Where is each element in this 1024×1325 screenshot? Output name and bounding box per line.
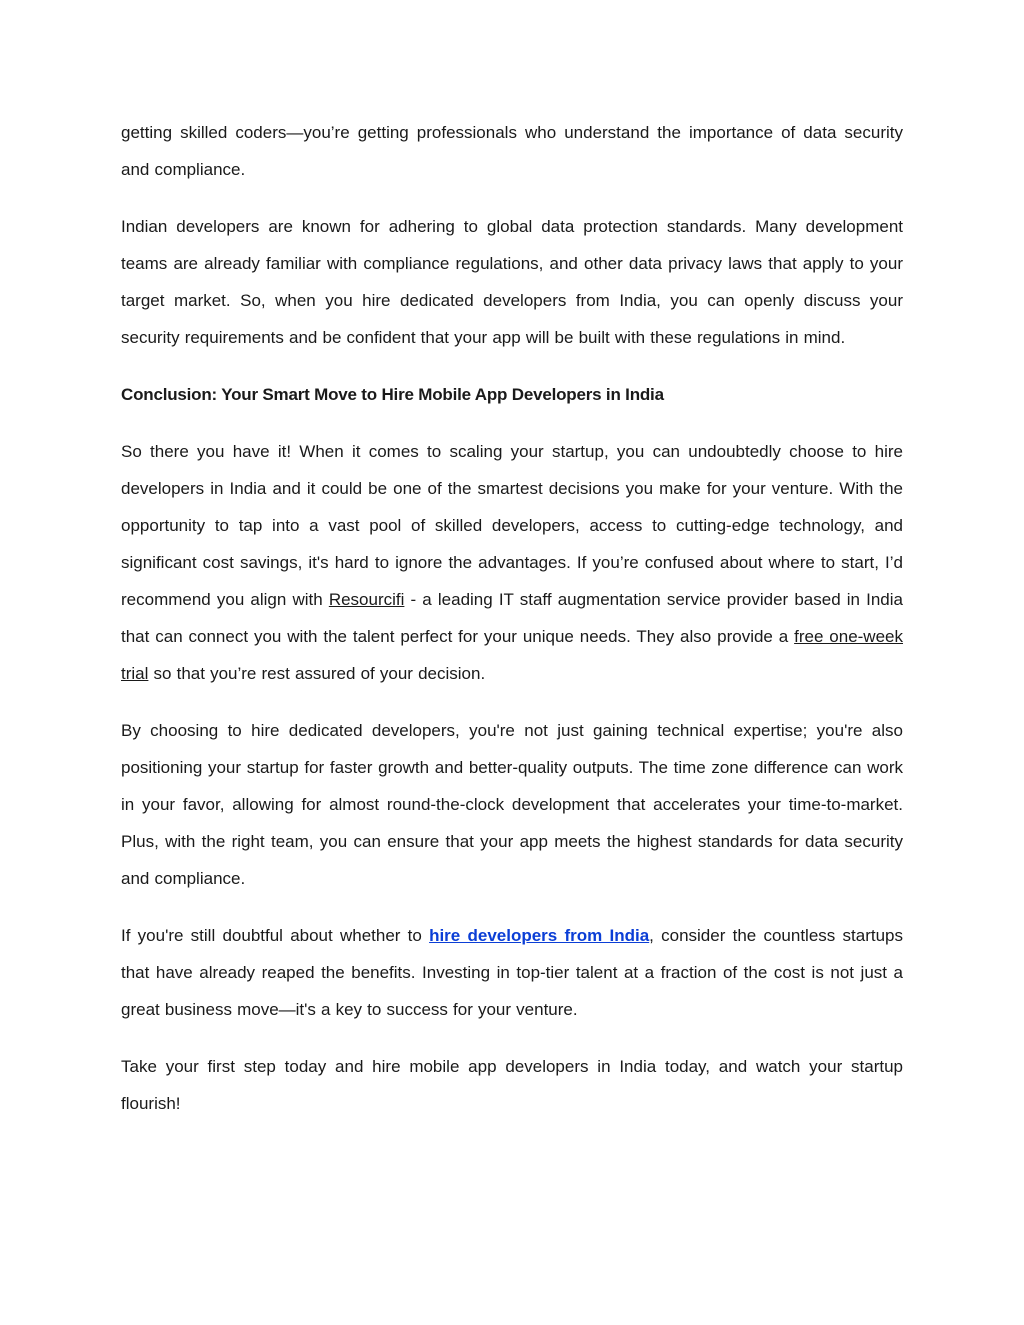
paragraph-conclusion: [121, 433, 903, 692]
paragraph-conclusion-text-1: So there you have it! When it comes to scaling your startup, you can undoubtedly choose to hire developers in India and it could be one of the smartest decisions you make for your venture. With the opportunity to tap into a vast pool of skilled developers, access to cutting-edge technology, and significant cost savings, it's hard to ignore the advantages. If you’re confused about where to start, I’d recommend you align with: [121, 442, 903, 609]
paragraph-conclusion-text-3: so that you’re rest assured of your decision.: [148, 664, 486, 683]
paragraph-call-to-action: Take your first step today and hire mobile app developers in India today, and watch your startup flourish!: [121, 1057, 903, 1113]
hire-developers-link[interactable]: hire developers from India: [429, 926, 650, 945]
resourcifi-link[interactable]: Resourcifi: [328, 590, 405, 609]
paragraph-dedicated-developers: By choosing to hire dedicated developers, you're not just gaining technical expertise; you're also positioning your startup for faster growth and better-quality outputs. The time zone difference can work in your favor, allowing for almost round-the-clock development that accelerates your time-to-market. Plus, with the right team, you can ensure that your app meets the highest standards for data security and compliance.: [121, 721, 903, 888]
conclusion-heading: Conclusion: Your Smart Move to Hire Mobile App Developers in India: [121, 385, 664, 404]
paragraph-security-intro: getting skilled coders—you’re getting professionals who understand the importance of data security and compliance.: [121, 123, 903, 179]
document-page: [121, 114, 903, 1142]
paragraph-indian-developers: Indian developers are known for adhering to global data protection standards. Many development teams are already familiar with compliance regulations, and other data privacy laws that apply to your target market. So, when you hire dedicated developers from India, you can openly discuss your security requirements and be confident that your app will be built with these regulations in mind.: [121, 217, 903, 347]
paragraph-conclusion-text-2: - a leading IT staff augmentation service provider based in India that can connect you with the talent perfect for your unique needs. They also provide a: [121, 590, 903, 646]
free-trial-link[interactable]: free one-week trial: [121, 627, 903, 683]
paragraph-doubtful-text-2: , consider the countless startups that have already reaped the benefits. Investing in top-tier talent at a fraction of the cost is not just a great business move—it's a key to success for your venture.: [121, 926, 903, 1019]
paragraph-doubtful-text-1: If you're still doubtful about whether to: [121, 926, 430, 945]
paragraph-still-doubtful: [121, 917, 903, 1028]
